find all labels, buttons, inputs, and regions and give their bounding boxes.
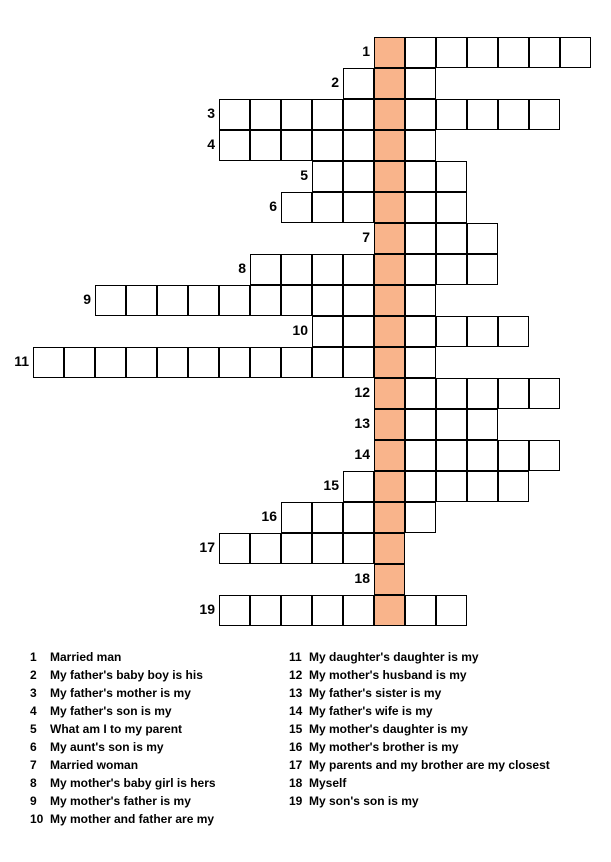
clue-item [30, 738, 164, 756]
clue-text: Myself [309, 776, 347, 790]
key-column-cell[interactable] [374, 409, 405, 440]
clue-item [289, 756, 550, 774]
clue-number-label: 9 [83, 291, 91, 307]
key-column-cell[interactable] [374, 161, 405, 192]
clue-text: My mother's husband is my [309, 668, 467, 682]
letter-cell[interactable] [312, 533, 343, 564]
key-column-cell[interactable] [374, 347, 405, 378]
clue-text: My mother's brother is my [309, 740, 459, 754]
clue-text: My son's son is my [309, 794, 419, 808]
clue-number: 9 [30, 794, 37, 808]
letter-cell[interactable] [498, 37, 529, 68]
clue-number: 10 [30, 812, 44, 826]
letter-cell[interactable] [343, 316, 374, 347]
letter-cell[interactable] [281, 254, 312, 285]
key-column-cell[interactable] [374, 192, 405, 223]
letter-cell[interactable] [467, 254, 498, 285]
clue-number-label: 4 [207, 136, 215, 152]
key-column-cell[interactable] [374, 68, 405, 99]
clue-text: My parents and my brother are my closest [309, 758, 550, 772]
letter-cell[interactable] [498, 440, 529, 471]
clue-number: 19 [289, 794, 303, 808]
clue-number: 11 [289, 650, 302, 664]
letter-cell[interactable] [281, 595, 312, 626]
letter-cell[interactable] [157, 285, 188, 316]
clue-number: 17 [289, 758, 303, 772]
clue-number-label: 3 [207, 105, 215, 121]
letter-cell[interactable] [312, 161, 343, 192]
clue-number: 16 [289, 740, 303, 754]
clue-number-label: 15 [323, 477, 339, 493]
letter-cell[interactable] [312, 99, 343, 130]
letter-cell[interactable] [343, 130, 374, 161]
key-column-cell[interactable] [374, 285, 405, 316]
key-column-cell[interactable] [374, 564, 405, 595]
clue-text: My father's son is my [50, 704, 172, 718]
letter-cell[interactable] [343, 533, 374, 564]
letter-cell[interactable] [188, 285, 219, 316]
letter-cell[interactable] [467, 223, 498, 254]
letter-cell[interactable] [250, 595, 281, 626]
letter-cell[interactable] [436, 192, 467, 223]
clue-number: 1 [30, 650, 37, 664]
letter-cell[interactable] [405, 37, 436, 68]
clue-item [30, 666, 203, 684]
letter-cell[interactable] [219, 533, 250, 564]
letter-cell[interactable] [95, 285, 126, 316]
clue-number: 2 [30, 668, 37, 682]
clue-number-label: 13 [354, 415, 370, 431]
letter-cell[interactable] [281, 533, 312, 564]
clue-number-label: 19 [199, 601, 215, 617]
key-column-cell[interactable] [374, 502, 405, 533]
clue-number-label: 8 [238, 260, 246, 276]
clue-text: My father's sister is my [309, 686, 442, 700]
clue-number-label: 5 [300, 167, 308, 183]
letter-cell[interactable] [405, 347, 436, 378]
letter-cell[interactable] [436, 223, 467, 254]
clue-item [289, 666, 467, 684]
letter-cell[interactable] [219, 99, 250, 130]
letter-cell[interactable] [498, 316, 529, 347]
letter-cell[interactable] [405, 285, 436, 316]
letter-cell[interactable] [312, 502, 343, 533]
clue-item [289, 738, 459, 756]
letter-cell[interactable] [343, 471, 374, 502]
letter-cell[interactable] [343, 192, 374, 223]
clue-text: My mother's baby girl is hers [50, 776, 216, 790]
letter-cell[interactable] [281, 130, 312, 161]
letter-cell[interactable] [405, 161, 436, 192]
letter-cell[interactable] [250, 99, 281, 130]
letter-cell[interactable] [436, 471, 467, 502]
clue-text: My mother and father are my [50, 812, 215, 826]
key-column-cell[interactable] [374, 37, 405, 68]
letter-cell[interactable] [529, 99, 560, 130]
clue-item [289, 792, 419, 810]
letter-cell[interactable] [219, 285, 250, 316]
clue-number: 13 [289, 686, 303, 700]
letter-cell[interactable] [343, 161, 374, 192]
letter-cell[interactable] [405, 130, 436, 161]
key-column-cell[interactable] [374, 378, 405, 409]
letter-cell[interactable] [405, 502, 436, 533]
clue-item [289, 684, 441, 702]
clue-item [30, 684, 191, 702]
letter-cell[interactable] [95, 347, 126, 378]
letter-cell[interactable] [312, 192, 343, 223]
clue-number-label: 7 [362, 229, 370, 245]
clue-text: What am I to my parent [50, 722, 183, 736]
letter-cell[interactable] [219, 130, 250, 161]
letter-cell[interactable] [467, 316, 498, 347]
letter-cell[interactable] [250, 285, 281, 316]
letter-cell[interactable] [467, 37, 498, 68]
clue-number-label: 2 [331, 74, 339, 90]
letter-cell[interactable] [250, 254, 281, 285]
clue-item [30, 648, 121, 666]
letter-cell[interactable] [405, 409, 436, 440]
letter-cell[interactable] [467, 440, 498, 471]
clue-text: My aunt's son is my [50, 740, 164, 754]
letter-cell[interactable] [436, 440, 467, 471]
key-column-cell[interactable] [374, 316, 405, 347]
clue-item [289, 702, 433, 720]
letter-cell[interactable] [436, 37, 467, 68]
letter-cell[interactable] [467, 409, 498, 440]
letter-cell[interactable] [436, 161, 467, 192]
letter-cell[interactable] [405, 440, 436, 471]
letter-cell[interactable] [312, 130, 343, 161]
clue-item [289, 774, 346, 792]
letter-cell[interactable] [436, 316, 467, 347]
clue-number: 12 [289, 668, 303, 682]
clue-number: 6 [30, 740, 37, 754]
letter-cell[interactable] [343, 285, 374, 316]
key-column-cell[interactable] [374, 440, 405, 471]
letter-cell[interactable] [467, 471, 498, 502]
letter-cell[interactable] [405, 316, 436, 347]
key-column-cell[interactable] [374, 471, 405, 502]
letter-cell[interactable] [405, 471, 436, 502]
clue-number: 3 [30, 686, 37, 700]
letter-cell[interactable] [529, 37, 560, 68]
letter-cell[interactable] [436, 378, 467, 409]
clue-number: 15 [289, 722, 303, 736]
clue-text: My father's baby boy is his [50, 668, 203, 682]
letter-cell[interactable] [467, 378, 498, 409]
letter-cell[interactable] [281, 192, 312, 223]
clue-number-label: 10 [292, 322, 308, 338]
letter-cell[interactable] [281, 502, 312, 533]
clue-number: 4 [30, 704, 37, 718]
clue-number: 18 [289, 776, 303, 790]
letter-cell[interactable] [467, 99, 498, 130]
letter-cell[interactable] [343, 99, 374, 130]
letter-cell[interactable] [560, 37, 591, 68]
key-column-cell[interactable] [374, 254, 405, 285]
letter-cell[interactable] [405, 99, 436, 130]
clue-item [30, 702, 172, 720]
clue-number: 8 [30, 776, 37, 790]
letter-cell[interactable] [436, 254, 467, 285]
letter-cell[interactable] [312, 347, 343, 378]
key-column-cell[interactable] [374, 595, 405, 626]
letter-cell[interactable] [343, 502, 374, 533]
clue-number-label: 18 [354, 570, 370, 586]
clue-item [30, 792, 191, 810]
letter-cell[interactable] [312, 285, 343, 316]
clue-number-label: 1 [362, 43, 370, 59]
letter-cell[interactable] [33, 347, 64, 378]
letter-cell[interactable] [126, 285, 157, 316]
clue-number-label: 11 [14, 353, 29, 369]
letter-cell[interactable] [343, 347, 374, 378]
letter-cell[interactable] [405, 68, 436, 99]
letter-cell[interactable] [281, 347, 312, 378]
clue-number-label: 16 [261, 508, 277, 524]
letter-cell[interactable] [405, 223, 436, 254]
letter-cell[interactable] [436, 99, 467, 130]
letter-cell[interactable] [436, 595, 467, 626]
letter-cell[interactable] [312, 254, 343, 285]
letter-cell[interactable] [498, 99, 529, 130]
clue-number: 14 [289, 704, 303, 718]
clue-item [30, 810, 214, 828]
clue-number-label: 14 [354, 446, 370, 462]
clue-text: My mother's father is my [50, 794, 191, 808]
clue-item [30, 720, 182, 738]
letter-cell[interactable] [529, 378, 560, 409]
clue-text: Married woman [50, 758, 139, 772]
letter-cell[interactable] [405, 595, 436, 626]
letter-cell[interactable] [343, 254, 374, 285]
letter-cell[interactable] [343, 68, 374, 99]
clue-item [289, 720, 468, 738]
clue-number: 5 [30, 722, 37, 736]
letter-cell[interactable] [219, 347, 250, 378]
letter-cell[interactable] [281, 99, 312, 130]
letter-cell[interactable] [219, 595, 250, 626]
clue-text: My father's mother is my [50, 686, 191, 700]
letter-cell[interactable] [312, 595, 343, 626]
letter-cell[interactable] [498, 471, 529, 502]
clue-text: My mother's daughter is my [309, 722, 468, 736]
clue-item [30, 756, 138, 774]
clue-number-label: 12 [354, 384, 370, 400]
clue-text: Married man [50, 650, 122, 664]
letter-cell[interactable] [529, 440, 560, 471]
letter-cell[interactable] [250, 130, 281, 161]
key-column-cell[interactable] [374, 99, 405, 130]
letter-cell[interactable] [157, 347, 188, 378]
letter-cell[interactable] [343, 595, 374, 626]
letter-cell[interactable] [312, 316, 343, 347]
letter-cell[interactable] [405, 254, 436, 285]
letter-cell[interactable] [405, 378, 436, 409]
clue-number: 7 [30, 758, 37, 772]
letter-cell[interactable] [250, 347, 281, 378]
clue-number-label: 17 [199, 539, 215, 555]
letter-cell[interactable] [64, 347, 95, 378]
clue-item [289, 648, 479, 666]
letter-cell[interactable] [405, 192, 436, 223]
letter-cell[interactable] [126, 347, 157, 378]
clue-number-label: 6 [269, 198, 277, 214]
clue-text: My daughter's daughter is my [309, 650, 479, 664]
clue-text: My father's wife is my [309, 704, 433, 718]
key-column-cell[interactable] [374, 130, 405, 161]
letter-cell[interactable] [281, 285, 312, 316]
letter-cell[interactable] [250, 533, 281, 564]
letter-cell[interactable] [498, 378, 529, 409]
clue-item [30, 774, 216, 792]
clue-list [0, 648, 611, 848]
letter-cell[interactable] [436, 409, 467, 440]
key-column-cell[interactable] [374, 223, 405, 254]
key-column-cell[interactable] [374, 533, 405, 564]
letter-cell[interactable] [188, 347, 219, 378]
